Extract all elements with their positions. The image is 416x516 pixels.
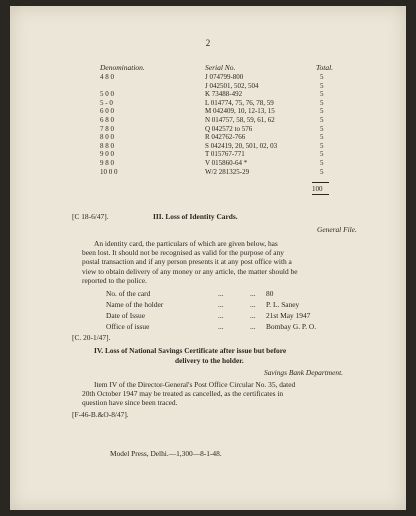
table-row xyxy=(100,125,324,134)
detail-value: Bombay G. P. O. xyxy=(266,322,317,331)
paragraph-line: view to obtain delivery of any money or any article, the matter should be xyxy=(82,266,298,276)
table-row xyxy=(100,73,324,82)
denomination-cell: 6 8 0 xyxy=(100,115,114,124)
denomination-cell: 8 8 0 xyxy=(100,141,114,150)
detail-dots: ... xyxy=(218,322,224,331)
table-row xyxy=(100,82,324,91)
serial-number-cell: T 015767-771 xyxy=(205,150,245,159)
detail-dots: ... xyxy=(250,311,256,320)
total-cell: 5 xyxy=(320,150,324,159)
table-row xyxy=(100,90,324,99)
table-row xyxy=(100,99,324,108)
denomination-cell: 4 8 0 xyxy=(100,73,114,81)
file-reference: [C 18-6/47]. xyxy=(72,212,109,221)
denomination-cell: 10 0 0 xyxy=(100,167,118,176)
denomination-cell xyxy=(100,82,205,91)
detail-value: 80 xyxy=(266,289,274,298)
paragraph-line: question have since been traced. xyxy=(82,398,178,408)
total-cell: 5 xyxy=(320,73,324,81)
file-reference: [F-46-B.&O-8/47]. xyxy=(72,410,129,419)
detail-value: 21st May 1947 xyxy=(266,311,311,320)
table-sum: 100 xyxy=(312,185,323,193)
table-row xyxy=(100,116,324,125)
serial-number-cell: V 015860-64 * xyxy=(205,158,248,167)
detail-label: Name of the holder xyxy=(106,300,164,309)
column-header-serial: Serial No. xyxy=(205,63,236,72)
denomination-cell: 5 0 0 xyxy=(100,90,114,99)
paragraph-line: reported to the police. xyxy=(82,275,147,285)
document-page xyxy=(10,6,406,510)
section-paragraph xyxy=(82,239,377,285)
denomination-cell: 7 8 0 xyxy=(100,124,114,133)
total-cell: 5 xyxy=(320,167,324,176)
detail-dots: ... xyxy=(218,289,224,298)
table-row xyxy=(100,168,324,177)
serial-number-cell: Q 042572 to 576 xyxy=(205,124,253,133)
serial-number-cell: N 014757, 58, 59, 61, 62 xyxy=(205,115,275,124)
total-cell: 5 xyxy=(320,81,324,90)
total-cell: 5 xyxy=(320,115,324,124)
total-cell: 5 xyxy=(320,98,324,107)
serial-number-cell: J 042501, 502, 504 xyxy=(205,81,259,90)
column-header-total: Total. xyxy=(316,63,334,72)
table-row xyxy=(100,150,324,159)
sum-rule xyxy=(312,182,329,183)
page-number: 2 xyxy=(205,38,211,48)
serial-number-cell: K 73488-492 xyxy=(205,90,243,99)
serial-number-cell: M 042409, 10, 12-13, 15 xyxy=(205,107,275,116)
table-row xyxy=(100,142,324,151)
section-heading-line2: delivery to the holder. xyxy=(175,356,244,365)
certificates-table xyxy=(100,73,324,176)
detail-value: P. L. Saney xyxy=(266,300,300,309)
detail-dots: ... xyxy=(250,289,256,298)
table-row xyxy=(100,159,324,168)
denomination-cell: 9 8 0 xyxy=(100,158,114,167)
total-cell: 5 xyxy=(320,90,324,99)
printer-imprint: Model Press, Delhi.—1,300—8-1-48. xyxy=(110,449,222,458)
paragraph-line: An identity card, the particulars of which are given below, has xyxy=(94,239,278,248)
column-header-denomination: Denomination. xyxy=(100,63,145,72)
paragraph-line: 20th October 1947 may be treated as cancelled, as the certificates in xyxy=(82,389,284,399)
total-cell: 5 xyxy=(320,141,324,150)
total-cell: 5 xyxy=(320,133,324,142)
table-row xyxy=(100,133,324,142)
serial-number-cell: R 042762-766 xyxy=(205,133,246,142)
denomination-cell: 9 0 0 xyxy=(100,150,114,159)
denomination-cell: 5 - 0 xyxy=(100,98,113,107)
section-heading: III. Loss of Identity Cards. xyxy=(153,212,238,221)
section-subhead: Savings Bank Department. xyxy=(264,368,344,377)
section-heading: IV. Loss of National Savings Certificate after issue but before xyxy=(94,346,287,355)
serial-number-cell: L 014774, 75, 76, 78, 59 xyxy=(205,98,274,107)
sum-rule-bottom xyxy=(312,194,329,195)
paragraph-line: postal transaction and if any person presents it at any post office with a xyxy=(82,257,292,267)
serial-number-cell: S 042419, 20, 501, 02, 03 xyxy=(205,141,278,150)
denomination-cell: 6 0 0 xyxy=(100,107,114,116)
serial-number-cell: W/2 281325-29 xyxy=(205,167,250,176)
total-cell: 5 xyxy=(320,107,324,116)
section-paragraph xyxy=(82,380,377,408)
section-subhead: General File. xyxy=(317,225,357,234)
detail-dots: ... xyxy=(250,300,256,309)
paragraph-line: been lost. It should not be recognised as valid for the purpose of any xyxy=(82,248,284,258)
detail-dots: ... xyxy=(250,322,256,331)
serial-number-cell: J 074799-800 xyxy=(205,73,244,81)
detail-label: No. of the card xyxy=(106,289,151,298)
total-cell: 5 xyxy=(320,124,324,133)
detail-label: Office of issue xyxy=(106,322,150,331)
denomination-cell: 8 0 0 xyxy=(100,133,114,142)
table-row xyxy=(100,107,324,116)
file-reference: [C. 20-1/47]. xyxy=(72,333,111,342)
paragraph-line: Item IV of the Director-General's Post Office Circular No. 35, dated xyxy=(94,380,296,389)
detail-dots: ... xyxy=(218,300,224,309)
detail-label: Date of Issue xyxy=(106,311,145,320)
detail-dots: ... xyxy=(218,311,224,320)
total-cell: 5 xyxy=(320,158,324,167)
